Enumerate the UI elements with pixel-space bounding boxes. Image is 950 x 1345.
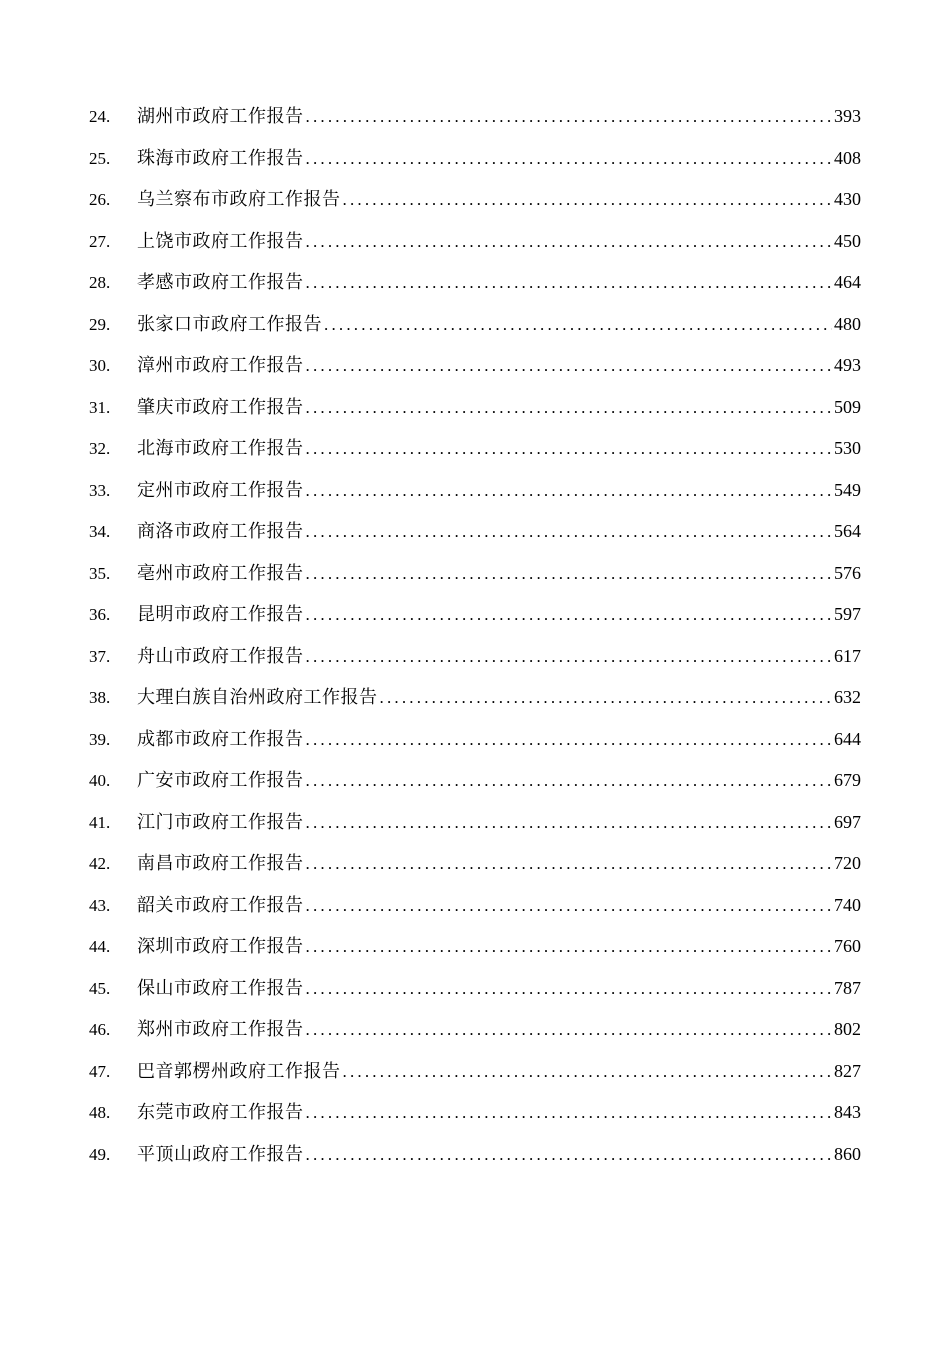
dot-leader <box>306 802 833 844</box>
toc-entry[interactable] <box>89 345 861 387</box>
toc-entry-number: 30. <box>89 356 111 375</box>
table-of-contents <box>89 96 861 1175</box>
toc-entry-number: 39. <box>89 729 111 749</box>
toc-entry-page: 843 <box>834 1102 861 1122</box>
toc-entry-page: 530 <box>834 438 861 458</box>
toc-entry-title: 韶关市政府工作报告 <box>137 894 304 916</box>
toc-entry-page: 493 <box>834 355 861 375</box>
toc-entry-number: 35. <box>89 563 111 583</box>
toc-entry-title: 保山市政府工作报告 <box>137 977 304 999</box>
toc-entry-number: 45. <box>89 978 111 998</box>
toc-entry-title: 肇庆市政府工作报告 <box>137 396 304 418</box>
toc-entry-title: 上饶市政府工作报告 <box>137 230 304 252</box>
dot-leader <box>306 843 833 885</box>
dot-leader <box>306 96 833 138</box>
dot-leader <box>306 926 833 968</box>
toc-entry-number: 25. <box>89 148 111 168</box>
toc-entry-number: 48. <box>89 1103 111 1122</box>
toc-entry-number: 32. <box>89 439 111 458</box>
toc-entry[interactable] <box>89 636 861 678</box>
toc-entry-title: 珠海市政府工作报告 <box>137 147 304 169</box>
toc-entry[interactable] <box>89 594 861 636</box>
dot-leader <box>306 968 833 1010</box>
toc-entry-page: 860 <box>834 1143 861 1164</box>
toc-entry[interactable] <box>89 1051 861 1093</box>
toc-entry-page: 430 <box>834 189 861 209</box>
toc-entry-number: 40. <box>89 771 111 790</box>
dot-leader <box>306 719 833 761</box>
toc-entry-title: 张家口市政府工作报告 <box>137 313 322 335</box>
toc-entry-title: 平顶山政府工作报告 <box>137 1143 304 1165</box>
toc-entry[interactable] <box>89 802 861 844</box>
toc-entry-title: 江门市政府工作报告 <box>137 811 304 833</box>
dot-leader <box>306 387 833 429</box>
toc-entry[interactable] <box>89 760 861 802</box>
toc-entry-number: 33. <box>89 480 111 500</box>
dot-leader <box>306 636 833 678</box>
toc-entry-page: 827 <box>834 1060 861 1081</box>
toc-entry-title: 东莞市政府工作报告 <box>137 1102 304 1123</box>
toc-entry-title: 南昌市政府工作报告 <box>137 853 304 874</box>
dot-leader <box>306 1092 833 1134</box>
toc-entry-title: 舟山市政府工作报告 <box>137 645 304 667</box>
dot-leader <box>306 1134 833 1176</box>
toc-entry-page: 564 <box>834 521 861 541</box>
toc-entry[interactable] <box>89 179 861 221</box>
toc-entry-page: 787 <box>834 977 861 998</box>
dot-leader <box>306 428 833 470</box>
toc-entry-title: 孝感市政府工作报告 <box>137 272 304 293</box>
dot-leader <box>306 553 833 595</box>
toc-entry[interactable] <box>89 221 861 263</box>
toc-entry-number: 27. <box>89 231 111 251</box>
dot-leader <box>343 179 833 221</box>
toc-entry-title: 乌兰察布市政府工作报告 <box>137 189 341 210</box>
toc-entry[interactable] <box>89 1092 861 1134</box>
toc-entry-number: 46. <box>89 1020 111 1039</box>
toc-entry-title: 巴音郭楞州政府工作报告 <box>137 1060 341 1082</box>
toc-entry-title: 定州市政府工作报告 <box>137 479 304 501</box>
dot-leader <box>306 885 833 927</box>
toc-entry-page: 740 <box>834 894 861 915</box>
toc-entry-page: 697 <box>834 811 861 832</box>
toc-entry-page: 480 <box>834 313 861 334</box>
dot-leader <box>306 1009 833 1051</box>
toc-entry[interactable] <box>89 926 861 968</box>
toc-entry[interactable] <box>89 1134 861 1176</box>
toc-entry-page: 679 <box>834 770 861 790</box>
toc-entry-title: 亳州市政府工作报告 <box>137 562 304 584</box>
toc-entry-page: 617 <box>834 645 861 666</box>
toc-entry-page: 549 <box>834 479 861 500</box>
dot-leader <box>306 511 833 553</box>
toc-entry-number: 47. <box>89 1061 111 1081</box>
toc-entry-page: 802 <box>834 1019 861 1039</box>
toc-entry-number: 41. <box>89 812 111 832</box>
toc-entry-number: 44. <box>89 937 111 956</box>
dot-leader <box>306 221 833 263</box>
toc-entry-page: 509 <box>834 396 861 417</box>
toc-entry-number: 34. <box>89 522 111 541</box>
toc-entry-page: 597 <box>834 604 861 624</box>
toc-entry-number: 29. <box>89 314 111 334</box>
dot-leader <box>380 677 833 719</box>
toc-entry-number: 36. <box>89 605 111 624</box>
toc-entry[interactable] <box>89 553 861 595</box>
toc-entry-page: 450 <box>834 230 861 251</box>
toc-entry[interactable] <box>89 262 861 304</box>
toc-entry-number: 31. <box>89 397 111 417</box>
dot-leader <box>306 760 833 802</box>
dot-leader <box>306 262 833 304</box>
toc-entry[interactable] <box>89 387 861 429</box>
toc-entry[interactable] <box>89 843 861 885</box>
toc-entry-number: 37. <box>89 646 111 666</box>
toc-entry-number: 24. <box>89 107 111 126</box>
toc-entry-page: 720 <box>834 853 861 873</box>
toc-entry-title: 北海市政府工作报告 <box>137 438 304 459</box>
toc-entry[interactable] <box>89 677 861 719</box>
toc-entry[interactable] <box>89 96 861 138</box>
toc-entry-page: 760 <box>834 936 861 956</box>
toc-entry[interactable] <box>89 304 861 346</box>
toc-entry-number: 28. <box>89 273 111 292</box>
toc-entry-title: 成都市政府工作报告 <box>137 728 304 750</box>
toc-entry-title: 漳州市政府工作报告 <box>137 355 304 376</box>
toc-entry-page: 644 <box>834 728 861 749</box>
dot-leader <box>306 594 833 636</box>
toc-entry-title: 广安市政府工作报告 <box>137 770 304 791</box>
toc-entry[interactable] <box>89 719 861 761</box>
dot-leader <box>306 138 833 180</box>
dot-leader <box>306 470 833 512</box>
toc-entry-page: 393 <box>834 106 861 126</box>
toc-entry[interactable] <box>89 138 861 180</box>
toc-entry[interactable] <box>89 968 861 1010</box>
toc-entry-number: 42. <box>89 854 111 873</box>
toc-entry-page: 464 <box>834 272 861 292</box>
toc-entry-title: 郑州市政府工作报告 <box>137 1019 304 1040</box>
toc-entry-page: 408 <box>834 147 861 168</box>
toc-entry[interactable] <box>89 470 861 512</box>
toc-entry-number: 49. <box>89 1144 111 1164</box>
toc-entry[interactable] <box>89 428 861 470</box>
toc-entry[interactable] <box>89 885 861 927</box>
dot-leader <box>324 304 832 346</box>
toc-entry-title: 湖州市政府工作报告 <box>137 106 304 127</box>
toc-entry-title: 商洛市政府工作报告 <box>137 521 304 542</box>
toc-entry-number: 26. <box>89 190 111 209</box>
dot-leader <box>343 1051 833 1093</box>
toc-entry[interactable] <box>89 511 861 553</box>
toc-entry-page: 632 <box>834 687 861 707</box>
dot-leader <box>306 345 833 387</box>
toc-entry-number: 38. <box>89 688 111 707</box>
toc-entry-number: 43. <box>89 895 111 915</box>
toc-entry-title: 昆明市政府工作报告 <box>137 604 304 625</box>
toc-entry-title: 大理白族自治州政府工作报告 <box>137 687 378 708</box>
toc-entry-title: 深圳市政府工作报告 <box>137 936 304 957</box>
toc-entry[interactable] <box>89 1009 861 1051</box>
toc-entry-page: 576 <box>834 562 861 583</box>
